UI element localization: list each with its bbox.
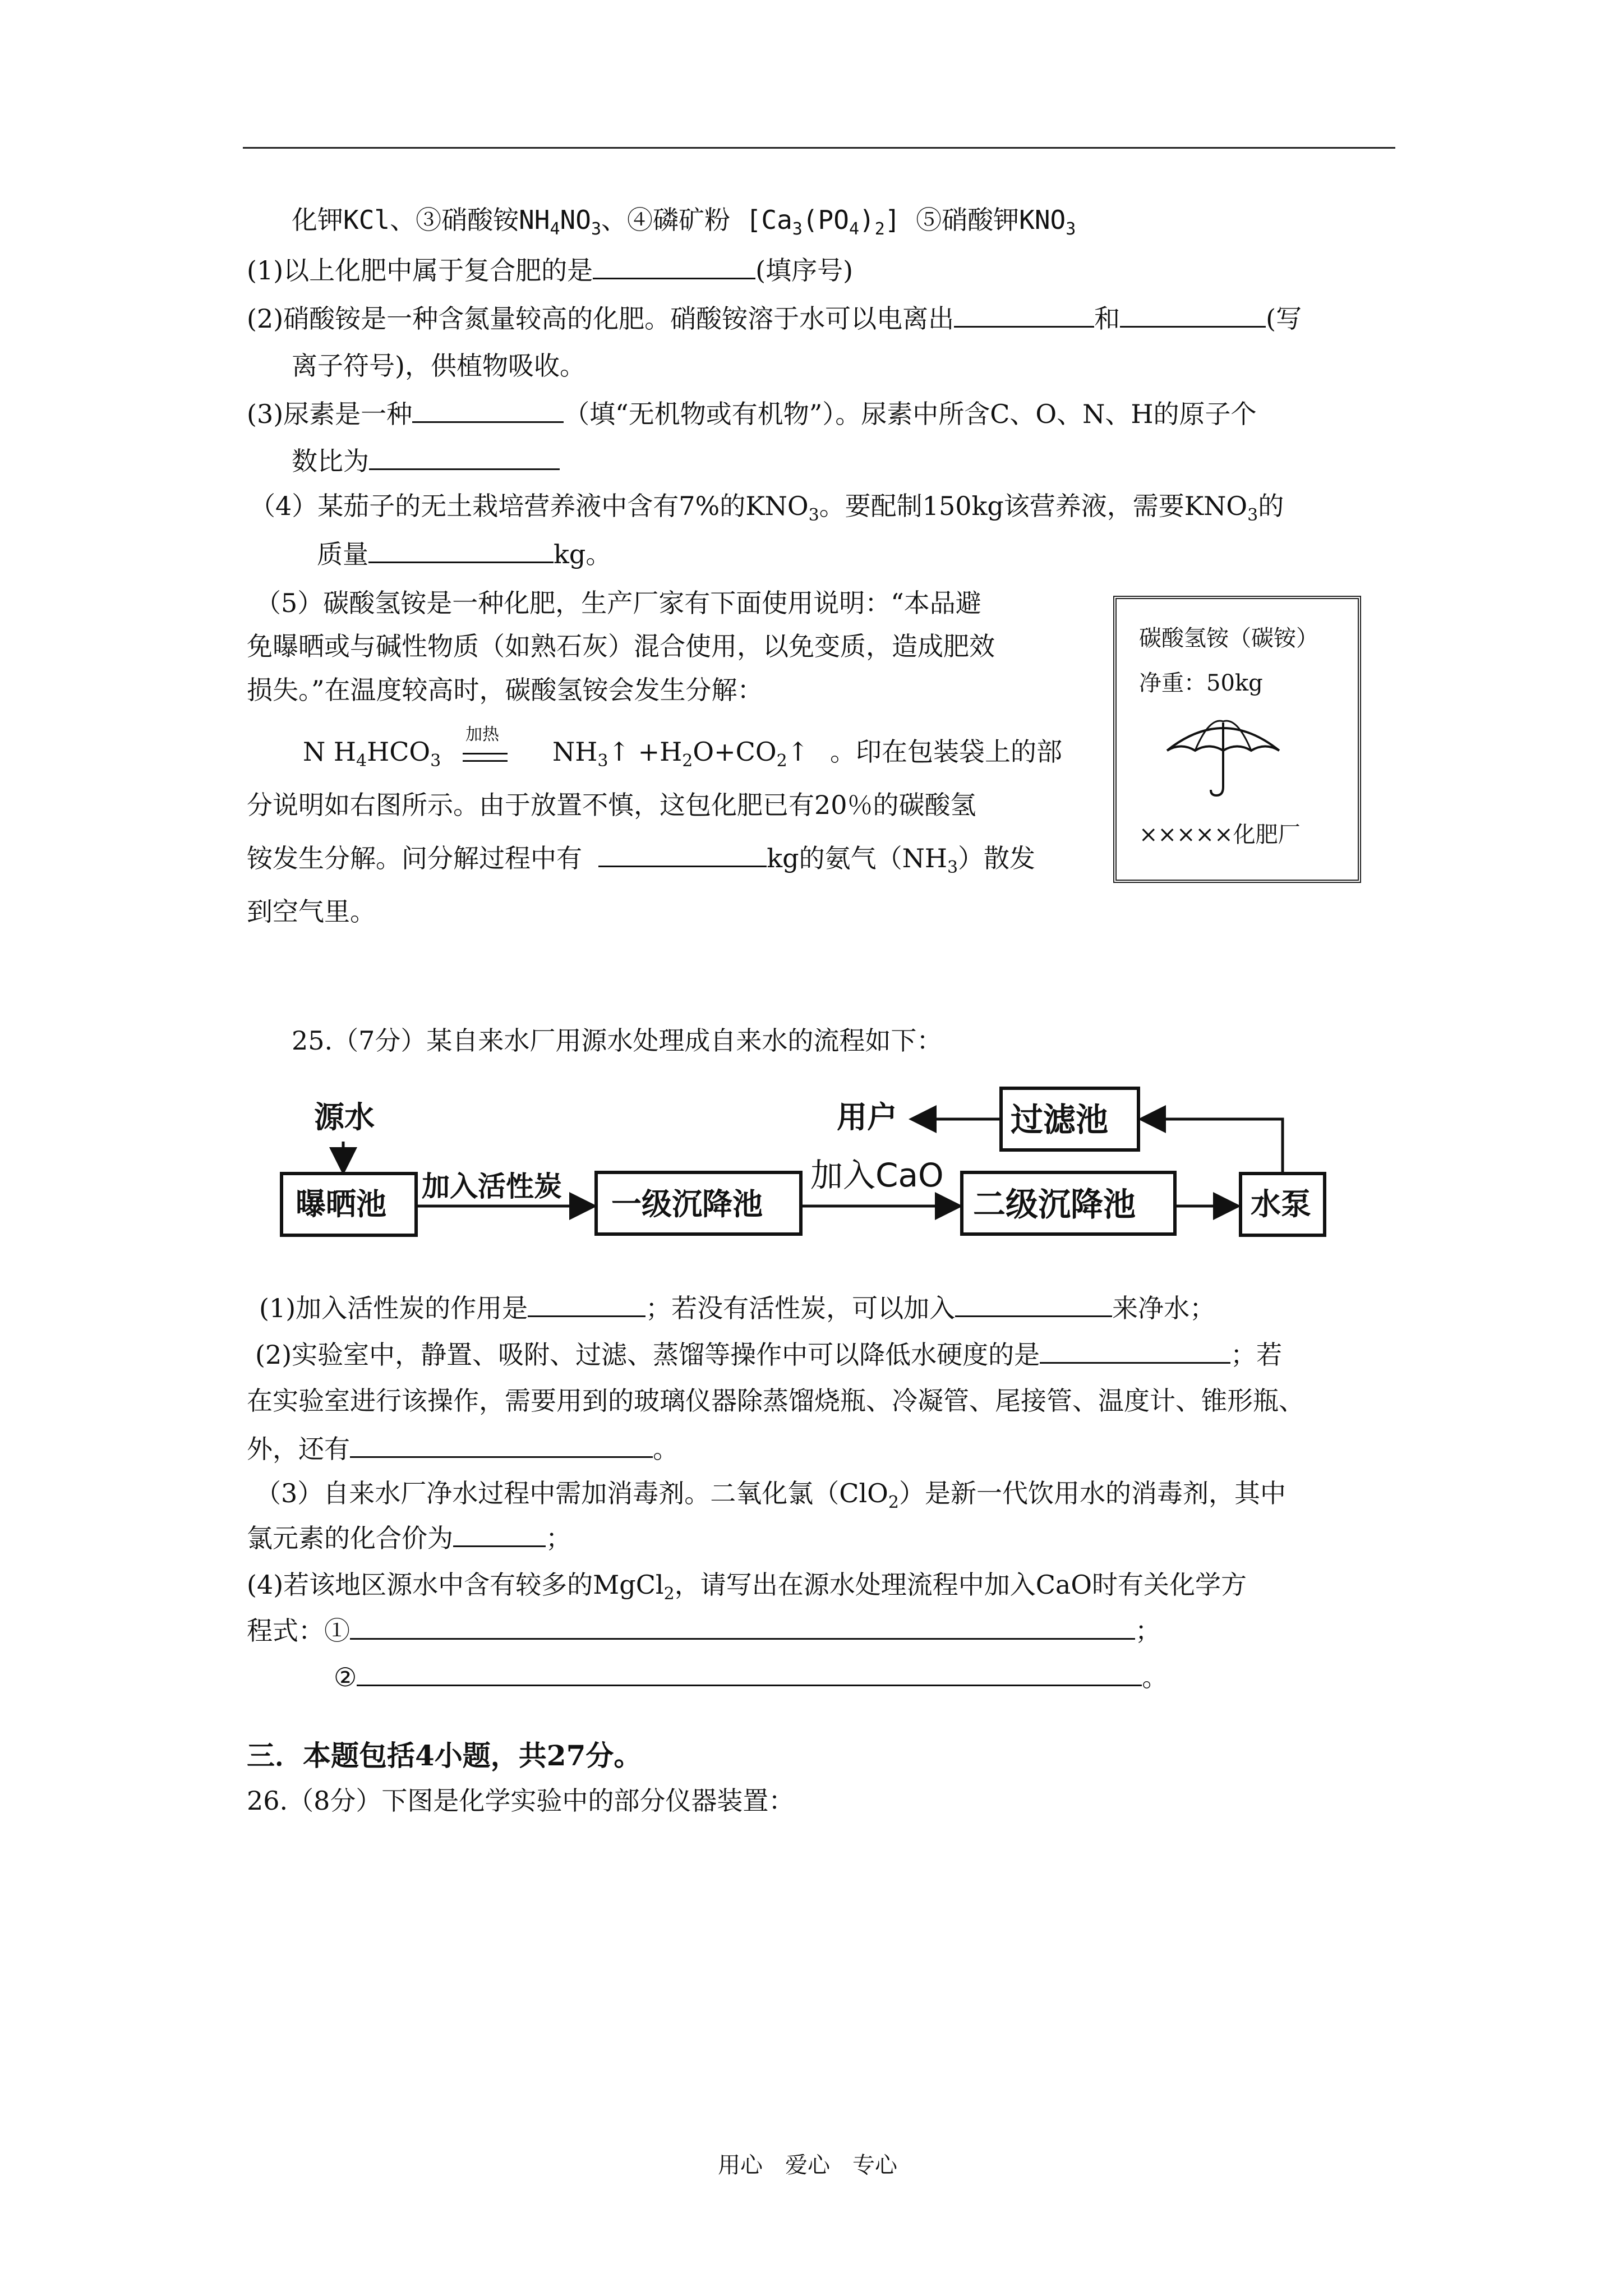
q25-part3-line1: （3）自来水厂净水过程中需加消毒剂。二氧化氯（ClO$_2$）是新一代饮用水的消毒剂，其中	[255, 1478, 1286, 1513]
answer-blank[interactable]	[598, 843, 767, 867]
answer-blank[interactable]	[368, 539, 554, 563]
bag-manufacturer: ×××××化肥厂	[1139, 822, 1301, 848]
q24-part3-line1: (3)尿素是一种 （填“无机物或有机物”）。尿素中所含C、O、N、H的原子个	[247, 399, 1257, 429]
answer-blank[interactable]	[1040, 1340, 1230, 1364]
flow-users: 用户	[837, 1099, 897, 1135]
q24-part2-line1: (2)硝酸铵是一种含氮量较高的化肥。硝酸铵溶于水可以电离出 和 (写	[247, 303, 1302, 334]
decomposition-equation: N $H_4HCO_3$	[303, 737, 441, 771]
flow-arrow-label-carbon: 加入活性炭	[422, 1170, 562, 1203]
answer-blank[interactable]	[350, 1434, 653, 1458]
flow-box-sun-pool: 曝晒池	[296, 1186, 386, 1222]
answer-blank[interactable]	[593, 255, 755, 279]
flow-box-secondary-settling: 二级沉降池	[973, 1185, 1136, 1223]
bag-product-name: 碳酸氢铵（碳铵）	[1139, 625, 1318, 651]
answer-blank[interactable]	[357, 1662, 1142, 1686]
q25-part2-line3: 外，还有 。	[247, 1434, 679, 1464]
answer-blank[interactable]	[412, 399, 564, 423]
q24-part5-line6: 铵发生分解。问分解过程中有 kg的氨气$(NH_3)$散发	[247, 843, 1036, 878]
flow-arrow-label-cao: 加入CaO	[810, 1156, 944, 1194]
fertilizer-bag-label	[1113, 596, 1361, 883]
flow-source-water: 源水	[314, 1099, 375, 1135]
q26-title: 26.（8分）下图是化学实验中的部分仪器装置：	[247, 1786, 795, 1816]
equation-equals-sign	[463, 753, 508, 762]
q24-part5-line1: （5）碳酸氢铵是一种化肥，生产厂家有下面使用说明：“本品避	[255, 588, 981, 618]
answer-blank[interactable]	[350, 1616, 1135, 1640]
answer-blank[interactable]	[453, 1523, 546, 1547]
intro-line: 化钾KCl、③硝酸铵$NH_4NO_3$、④磷矿粉 $[Ca_3(PO_4)_2]$ ⑤硝酸钾$KNO_3$	[292, 205, 1076, 240]
q25-part2-line2: 在实验室进行该操作，需要用到的玻璃仪器除蒸馏烧瓶、冷凝管、尾接管、温度计、锥形瓶、	[247, 1386, 1304, 1416]
section-heading: 三．本题包括4小题，共27分。	[247, 1739, 642, 1772]
q24-part5-line3: 损失。”在温度较高时，碳酸氢铵会发生分解：	[247, 675, 763, 705]
q24-part4-line2: 质量 kg。	[317, 539, 612, 569]
q24-part1: (1)以上化肥中属于复合肥的是 (填序号)	[247, 255, 854, 286]
answer-blank[interactable]	[954, 303, 1094, 328]
flow-box-filter: 过滤池	[1011, 1101, 1109, 1139]
q25-part2-line1: (2)实验室中，静置、吸附、过滤、蒸馏等操作中可以降低水硬度的是 ；若	[255, 1340, 1283, 1370]
answer-blank[interactable]	[1120, 303, 1266, 328]
bag-net-weight: 净重：50kg	[1139, 670, 1263, 696]
page-footer: 用心 爱心 专心	[718, 2152, 897, 2178]
answer-blank[interactable]	[528, 1293, 645, 1317]
q25-part1: (1)加入活性炭的作用是 ；若没有活性炭，可以加入 来净水；	[259, 1293, 1216, 1323]
flow-box-primary-settling: 一级沉降池	[611, 1186, 763, 1222]
answer-blank[interactable]	[369, 446, 560, 470]
q25-part4-line2: 程式：① ；	[247, 1616, 1161, 1646]
q25-part3-line2: 氯元素的化合价为 ；	[247, 1523, 571, 1553]
equation-tail: 。印在包装袋上的部	[830, 737, 1062, 767]
heating-condition: 加热	[465, 725, 499, 744]
q24-part4-line1: （4）某茄子的无土栽培营养液中含有7%的$KNO_3$。要配制150kg该营养液，需要$KNO_3$的	[250, 491, 1284, 526]
q25-part4-line1: (4)若该地区源水中含有较多的MgCl$_2$，请写出在源水处理流程中加入CaO时有关化学方	[247, 1570, 1247, 1604]
q24-part5-line7: 到空气里。	[247, 896, 376, 927]
q25-part4-line3: ② 。	[334, 1662, 1168, 1692]
header-rule	[243, 147, 1395, 149]
answer-blank[interactable]	[955, 1293, 1112, 1317]
q25-title: 25.（7分）某自来水厂用源水处理成自来水的流程如下：	[292, 1025, 943, 1056]
equation-products: $NH_3↑$ $+H_2O+CO_2↑$	[552, 737, 809, 771]
q24-part5-line2: 免曝晒或与碱性物质（如熟石灰）混合使用，以免变质，造成肥效	[247, 631, 995, 661]
flow-box-pump: 水泵	[1251, 1186, 1311, 1222]
q24-part3-line2: 数比为	[292, 444, 560, 478]
q24-part5-line5: 分说明如右图所示。由于放置不慎，这包化肥已有20％的碳酸氢	[247, 790, 976, 820]
umbrella-icon	[1161, 711, 1285, 801]
q24-part2-line2: 离子符号)，供植物吸收。	[292, 351, 585, 381]
